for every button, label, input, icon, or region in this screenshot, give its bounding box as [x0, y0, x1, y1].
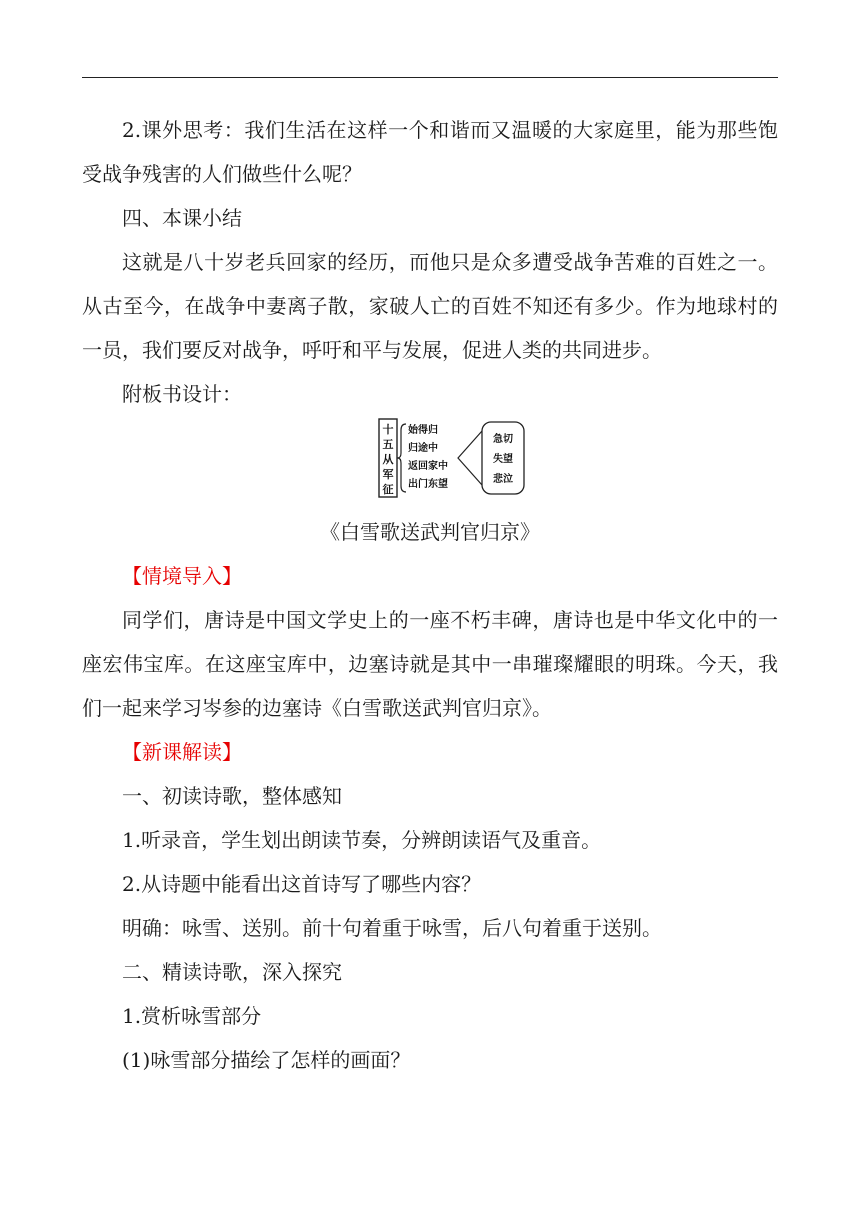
title-char: 从: [382, 454, 394, 466]
line-listen-recording: 1.听录音，学生划出朗读节奏，分辨朗读语气及重音。: [122, 828, 602, 852]
title-char: 征: [382, 484, 394, 496]
line-snow-part: 1.赏析咏雪部分: [122, 1004, 262, 1028]
line-first-read: 一、初读诗歌，整体感知: [122, 784, 342, 808]
brace-icon: [398, 424, 407, 492]
stage-item: 始得归: [408, 425, 438, 436]
emotion-item: 急切: [493, 434, 513, 445]
connector-icon: [458, 431, 482, 485]
line-title-question: 2.从诗题中能看出这首诗写了哪些内容？: [122, 872, 482, 896]
line-close-read: 二、精读诗歌，深入探究: [122, 960, 342, 984]
poem-title: 《白雪歌送武判官归京》: [320, 520, 540, 544]
stage-item: 出门东望: [408, 479, 448, 490]
paragraph-summary: 这就是八十岁老兵回家的经历，而他只是众多遭受战争苦难的百姓之一。从古至今，在战争中妻离子散，家破人亡的百姓不知还有多少。作为地球村的一员，我们要反对战争，呼吁和平与发展，促进人类的共同进步。: [82, 250, 778, 362]
document-body: [82, 108, 778, 1082]
paragraph-extra-thinking: 2.课外思考：我们生活在这样一个和谐而又温暖的大家庭里，能为那些饱受战争残害的人们做些什么呢？: [82, 118, 778, 186]
heading-lesson-summary: 四、本课小结: [122, 206, 242, 230]
paragraph-situation-intro: 同学们，唐诗是中国文学史上的一座不朽丰碑，唐诗也是中华文化中的一座宏伟宝库。在这座宝库中，边塞诗就是其中一串璀璨耀眼的明珠。今天，我们一起来学习岑参的边塞诗《白雪歌送武判官归京》。: [82, 608, 778, 720]
title-char: 十: [382, 424, 394, 436]
heading-situation-intro: 【情境导入】: [122, 564, 242, 588]
heading-new-lesson: 【新课解读】: [122, 740, 242, 764]
title-char: 五: [382, 439, 394, 451]
line-answer: 明确：咏雪、送别。前十句着重于咏雪，后八句着重于送别。: [122, 916, 662, 940]
board-diagram: [82, 416, 778, 502]
header-rule: [82, 77, 778, 78]
stage-item: 归途中: [408, 443, 438, 454]
title-char: 军: [382, 469, 394, 481]
board-design-label: 附板书设计：: [122, 382, 242, 406]
emotion-item: 悲泣: [493, 474, 513, 485]
board-diagram-svg: [378, 418, 528, 500]
emotion-item: 失望: [493, 454, 513, 465]
line-snow-question: (1)咏雪部分描绘了怎样的画面？: [122, 1048, 411, 1072]
stage-item: 返回家中: [408, 461, 448, 472]
